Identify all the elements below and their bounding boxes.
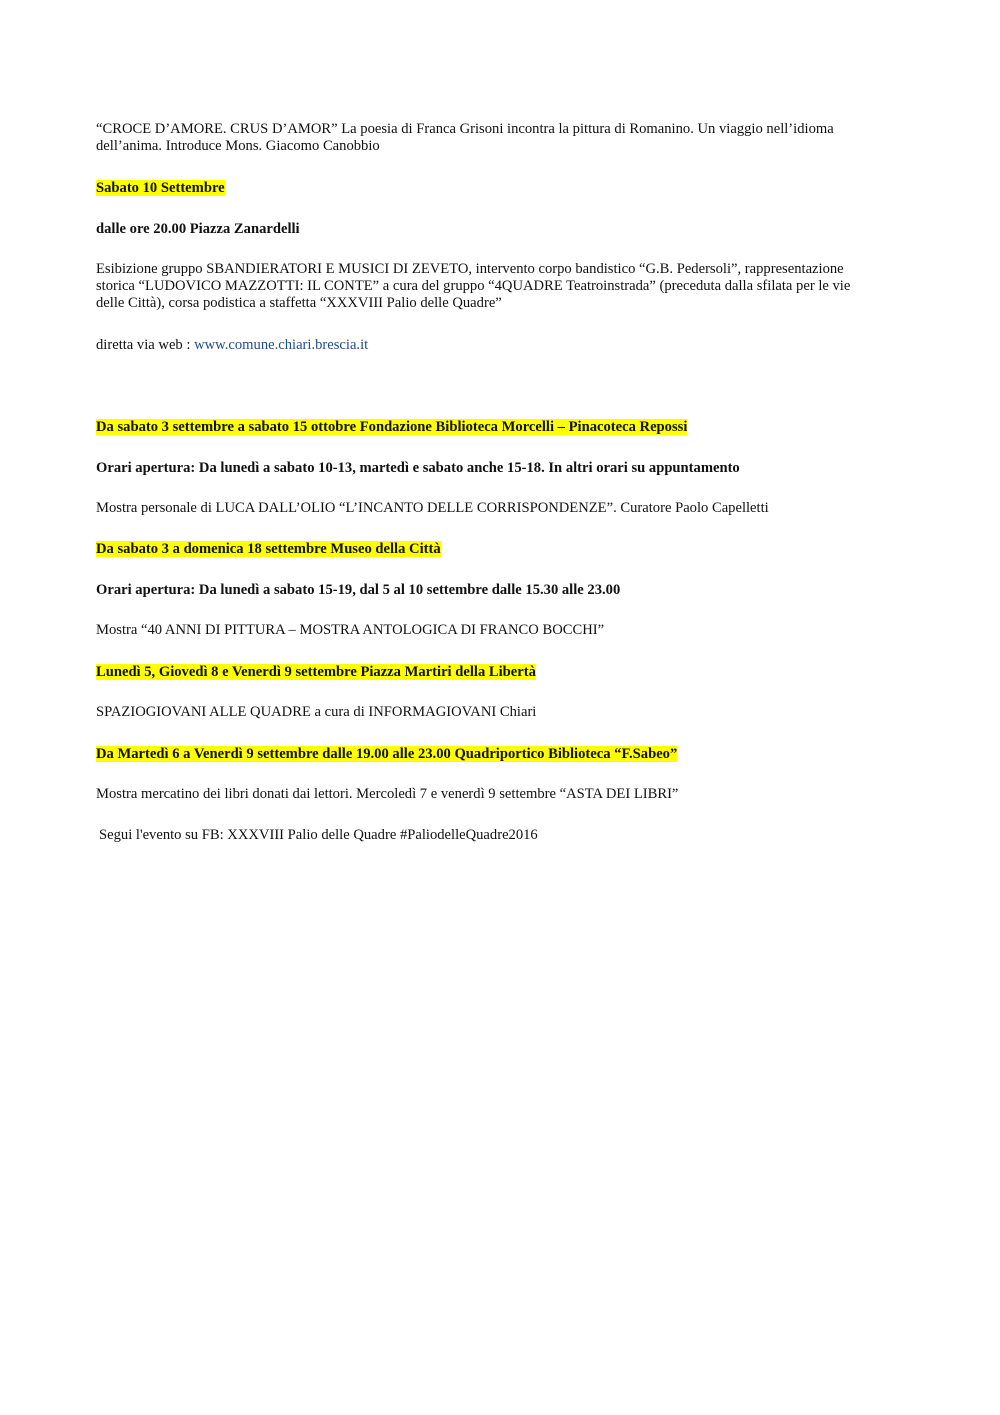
event-2-heading-paragraph bbox=[96, 541, 896, 558]
live-web-link[interactable]: www.comune.chiari.brescia.it bbox=[194, 337, 369, 353]
event-1-heading: Da sabato 3 settembre a sabato 15 ottobre Fondazione Biblioteca Morcelli – Pinacoteca Repossi bbox=[96, 419, 688, 435]
event-3-heading: Lunedì 5, Giovedì 8 e Venerdì 9 settembre Piazza Martiri della Libertà bbox=[96, 664, 536, 680]
event-2-hours: Orari apertura: Da lunedì a sabato 15-19, dal 5 al 10 settembre dalle 15.30 alle 23.00 bbox=[96, 582, 621, 598]
saturday-time-place: dalle ore 20.00 Piazza Zanardelli bbox=[96, 221, 300, 237]
intro-line-2: dell’anima. Introduce Mons. Giacomo Canobbio bbox=[96, 138, 380, 154]
event-4-heading-paragraph bbox=[96, 746, 896, 763]
event-2-heading: Da sabato 3 a domenica 18 settembre Museo della Città bbox=[96, 541, 441, 557]
event-1-heading-paragraph bbox=[96, 419, 896, 436]
footer-social: Segui l'evento su FB: XXXVIII Palio delle Quadre #PaliodelleQuadre2016 bbox=[99, 827, 538, 843]
saturday-heading: Sabato 10 Settembre bbox=[96, 180, 225, 196]
intro-line-1: “CROCE D’AMORE. CRUS D’AMOR” La poesia di Franca Grisoni incontra la pittura di Romanino. Un viaggio nell’idioma bbox=[96, 121, 834, 137]
event-2-description: Mostra “40 ANNI DI PITTURA – MOSTRA ANTOLOGICA DI FRANCO BOCCHI” bbox=[96, 622, 605, 638]
event-3-heading-paragraph bbox=[96, 664, 896, 681]
saturday-description-line-3: delle Città), corsa podistica a staffetta “XXXVIII Palio delle Quadre” bbox=[96, 295, 502, 311]
intro-paragraph bbox=[96, 121, 896, 155]
saturday-description bbox=[96, 261, 896, 312]
event-1-hours: Orari apertura: Da lunedì a sabato 10-13, martedì e sabato anche 15-18. In altri orari su appuntamento bbox=[96, 460, 740, 476]
live-web-label: diretta via web : bbox=[96, 337, 195, 353]
saturday-heading-paragraph bbox=[96, 180, 896, 197]
live-web-paragraph bbox=[96, 337, 896, 354]
saturday-description-line-2: storica “LUDOVICO MAZZOTTI: IL CONTE” a cura del gruppo “4QUADRE Teatroinstrada” (preceduta dalla sfilata per le vie bbox=[96, 278, 851, 294]
event-3-description: SPAZIOGIOVANI ALLE QUADRE a cura di INFORMAGIOVANI Chiari bbox=[96, 704, 537, 720]
event-1-description: Mostra personale di LUCA DALL’OLIO “L’INCANTO DELLE CORRISPONDENZE”. Curatore Paolo Capelletti bbox=[96, 500, 769, 516]
event-4-heading: Da Martedì 6 a Venerdì 9 settembre dalle 19.00 alle 23.00 Quadriportico Biblioteca “F.Sabeo” bbox=[96, 746, 678, 762]
event-4-description: Mostra mercatino dei libri donati dai lettori. Mercoledì 7 e venerdì 9 settembre “ASTA DEI LIBRI” bbox=[96, 786, 679, 802]
saturday-description-line-1: Esibizione gruppo SBANDIERATORI E MUSICI DI ZEVETO, intervento corpo bandistico “G.B. Pedersoli”, rappresentazione bbox=[96, 261, 844, 277]
